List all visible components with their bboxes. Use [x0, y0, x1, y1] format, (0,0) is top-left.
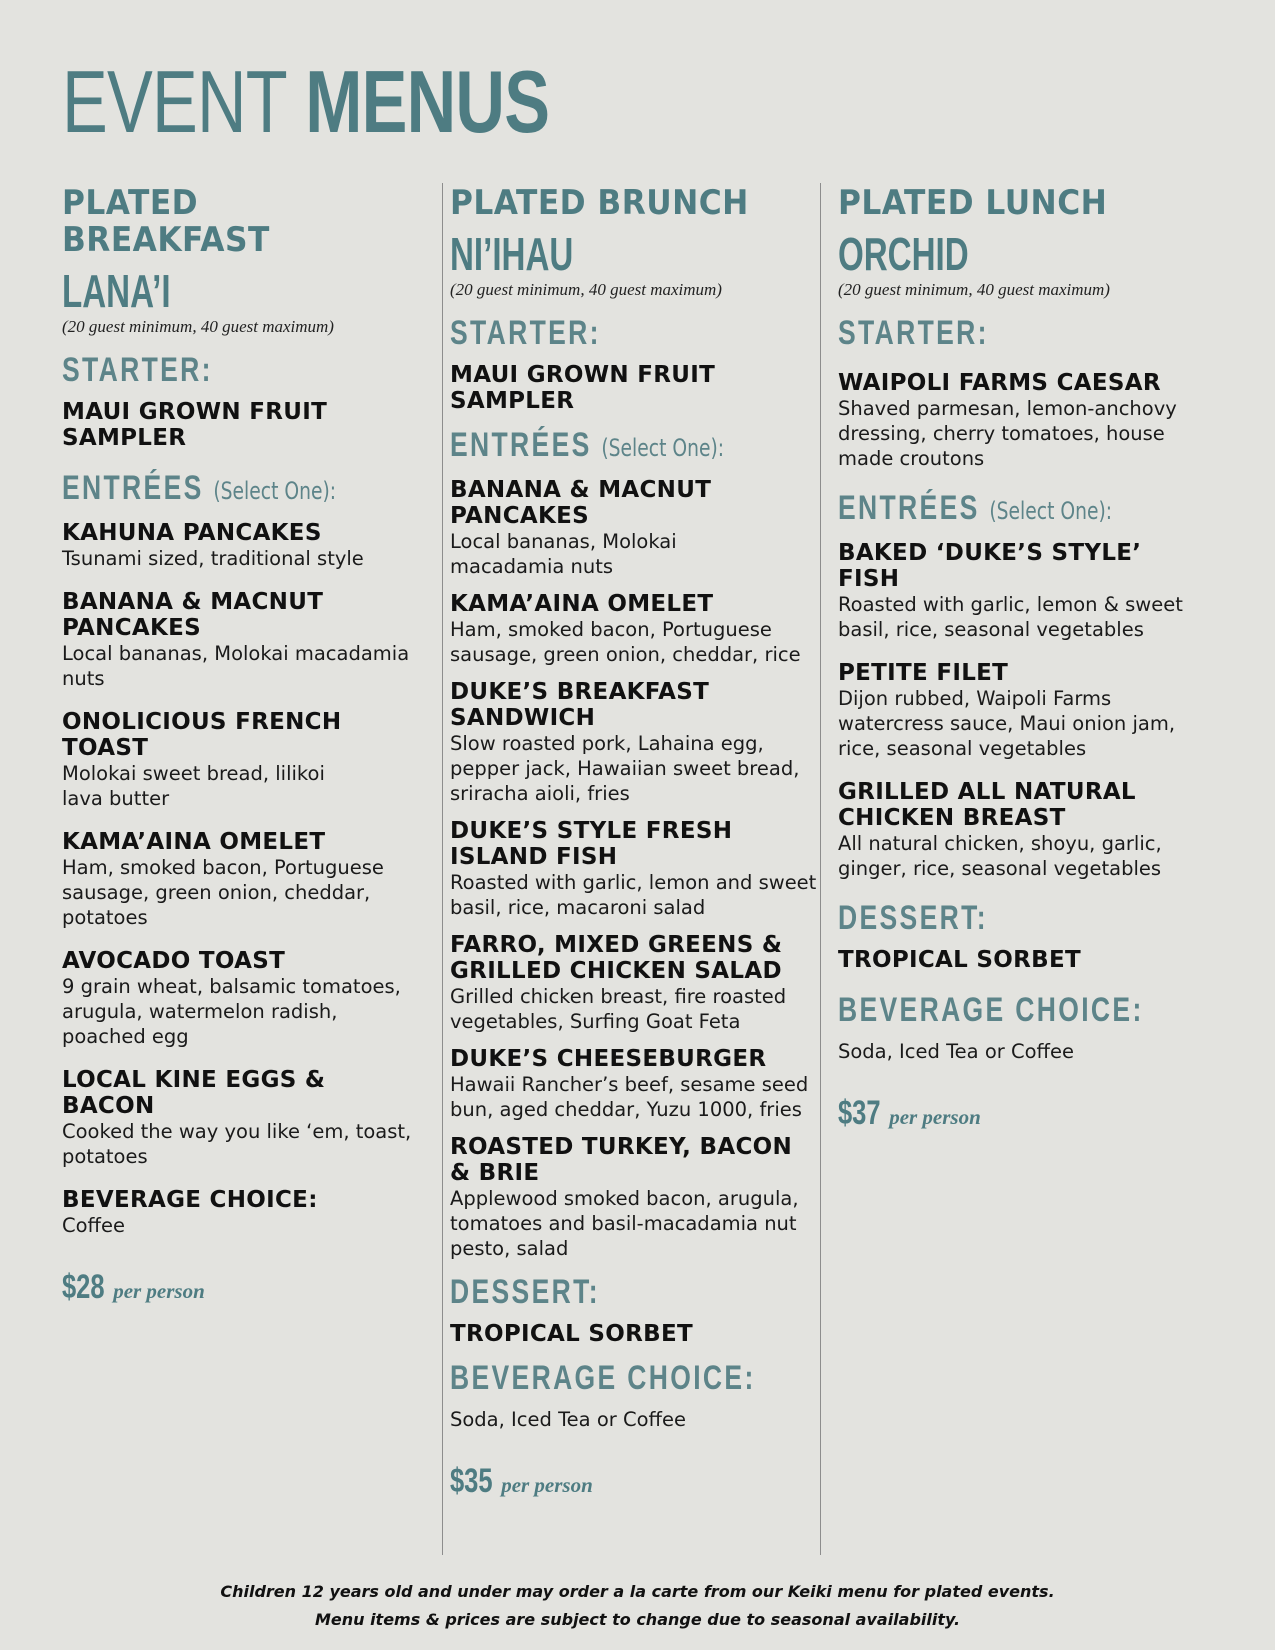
- menu-item: DUKE’S STYLE FRESH ISLAND FISH Roasted with garlic, lemon and sweet basil, rice, macaroni salad: [450, 818, 817, 919]
- menu-item: KAMA’AINA OMELET Ham, smoked bacon, Portuguese sausage, green onion, cheddar, potatoes: [62, 829, 384, 929]
- starter-label: STARTER:: [450, 314, 601, 352]
- menu-item: DUKE’S CHEESEBURGER Hawaii Rancher’s beef, sesame seed bun, aged cheddar, Yuzu 1000, fries: [450, 1046, 809, 1121]
- menu-column-brunch: [450, 185, 820, 1501]
- dessert-label: DESSERT:: [450, 1273, 600, 1311]
- item-name: MAUI GROWN FRUIT SAMPLER: [62, 399, 328, 451]
- footer-line: Children 12 years old and under may order a la carte from our Keiki menu for plated events.: [220, 1582, 1055, 1601]
- beverage-block: [62, 1187, 422, 1238]
- title-bold: MENUS: [305, 52, 550, 151]
- menu-item: KAHUNA PANCAKES Tsunami sized, traditional style: [62, 520, 364, 570]
- menu-item: ROASTED TURKEY, BACON & BRIE Applewood smoked bacon, arugula, tomatoes and basil-macadamia nut pesto, salad: [450, 1134, 799, 1260]
- page-title: [62, 52, 550, 151]
- category-heading: PLATED BREAKFAST: [62, 183, 270, 260]
- footer-line: Menu items & prices are subject to change due to seasonal availability.: [314, 1610, 961, 1629]
- menu-item: FARRO, MIXED GREENS & GRILLED CHICKEN SALAD Grilled chicken breast, fire roasted vegetables, Surfing Goat Feta: [450, 932, 787, 1033]
- beverage-value: Coffee: [62, 1214, 125, 1237]
- menu-column-breakfast: [62, 185, 422, 1307]
- starter-item: [838, 370, 1208, 471]
- select-note: (Select One):: [989, 497, 1113, 525]
- starter-item: [450, 362, 820, 414]
- menu-item: KAMA’AINA OMELET Ham, smoked bacon, Portuguese sausage, green onion, cheddar, rice: [450, 591, 801, 666]
- package-name: ORCHID: [838, 228, 969, 280]
- menu-item: AVOCADO TOAST 9 grain wheat, balsamic tomatoes, arugula, watermelon radish, poached egg: [62, 948, 401, 1048]
- item-name: WAIPOLI FARMS CAESAR: [838, 370, 1161, 396]
- menu-item: BANANA & MACNUT PANCAKES Local bananas, Molokai macadamia nuts: [62, 589, 410, 690]
- menu-item: ONOLICIOUS FRENCH TOAST Molokai sweet bread, lilikoi lava butter: [62, 709, 342, 810]
- price: $28 per person: [62, 1268, 205, 1306]
- menu-item: BANANA & MACNUT PANCAKES Local bananas, Molokai macadamia nuts: [450, 477, 712, 578]
- price: $37 per person: [838, 1094, 981, 1132]
- package-name: LANA’I: [62, 265, 171, 317]
- entrees-label: ENTRÉES (Select One):: [450, 426, 725, 464]
- dessert-label: DESSERT:: [838, 899, 988, 937]
- starter-label: STARTER:: [838, 314, 989, 352]
- menu-item: LOCAL KINE EGGS & BACON Cooked the way you like ‘em, toast, potatoes: [62, 1067, 412, 1168]
- select-note: (Select One):: [601, 434, 725, 462]
- footer-note: [0, 1578, 1275, 1634]
- beverage-value: Soda, Iced Tea or Coffee: [450, 1408, 686, 1431]
- beverage-label: BEVERAGE CHOICE:: [450, 1359, 756, 1397]
- guest-range: (20 guest minimum, 40 guest maximum): [838, 280, 1110, 299]
- starter-item: [62, 399, 422, 451]
- dessert-item: TROPICAL SORBET: [450, 1321, 693, 1347]
- category-heading: PLATED BRUNCH: [450, 183, 749, 223]
- starter-label: STARTER:: [62, 351, 213, 389]
- beverage-label: BEVERAGE CHOICE:: [62, 1187, 318, 1213]
- item-desc: Shaved parmesan, lemon-anchovy dressing, cherry tomatoes, house made croutons: [838, 397, 1177, 470]
- menu-item: GRILLED ALL NATURAL CHICKEN BREAST All natural chicken, shoyu, garlic, ginger, rice, seasonal vegetables: [838, 779, 1162, 880]
- price: $35 per person: [450, 1462, 593, 1500]
- guest-range: (20 guest minimum, 40 guest maximum): [450, 280, 722, 299]
- menu-item: DUKE’S BREAKFAST SANDWICH Slow roasted pork, Lahaina egg, pepper jack, Hawaiian sweet bread, sriracha aioli, fries: [450, 679, 800, 805]
- dessert-item: TROPICAL SORBET: [838, 947, 1081, 973]
- title-light: EVENT: [62, 52, 287, 151]
- beverage-value: Soda, Iced Tea or Coffee: [838, 1040, 1074, 1063]
- beverage-label: BEVERAGE CHOICE:: [838, 991, 1144, 1029]
- item-name: MAUI GROWN FRUIT SAMPLER: [450, 362, 716, 414]
- guest-range: (20 guest minimum, 40 guest maximum): [62, 317, 334, 336]
- column-divider: [820, 183, 821, 1555]
- category-heading: PLATED LUNCH: [838, 183, 1108, 223]
- menu-column-lunch: [838, 185, 1208, 1133]
- package-name: NI’IHAU: [450, 228, 574, 280]
- menu-item: PETITE FILET Dijon rubbed, Waipoli Farms watercress sauce, Maui onion jam, rice, seasonal vegetables: [838, 660, 1176, 760]
- select-note: (Select One):: [213, 477, 337, 505]
- entrees-label: ENTRÉES (Select One):: [62, 469, 337, 507]
- menu-item: BAKED ‘DUKE’S STYLE’ FISH Roasted with garlic, lemon & sweet basil, rice, seasonal vegetables: [838, 540, 1183, 641]
- column-divider: [442, 183, 443, 1555]
- entrees-label: ENTRÉES (Select One):: [838, 489, 1113, 527]
